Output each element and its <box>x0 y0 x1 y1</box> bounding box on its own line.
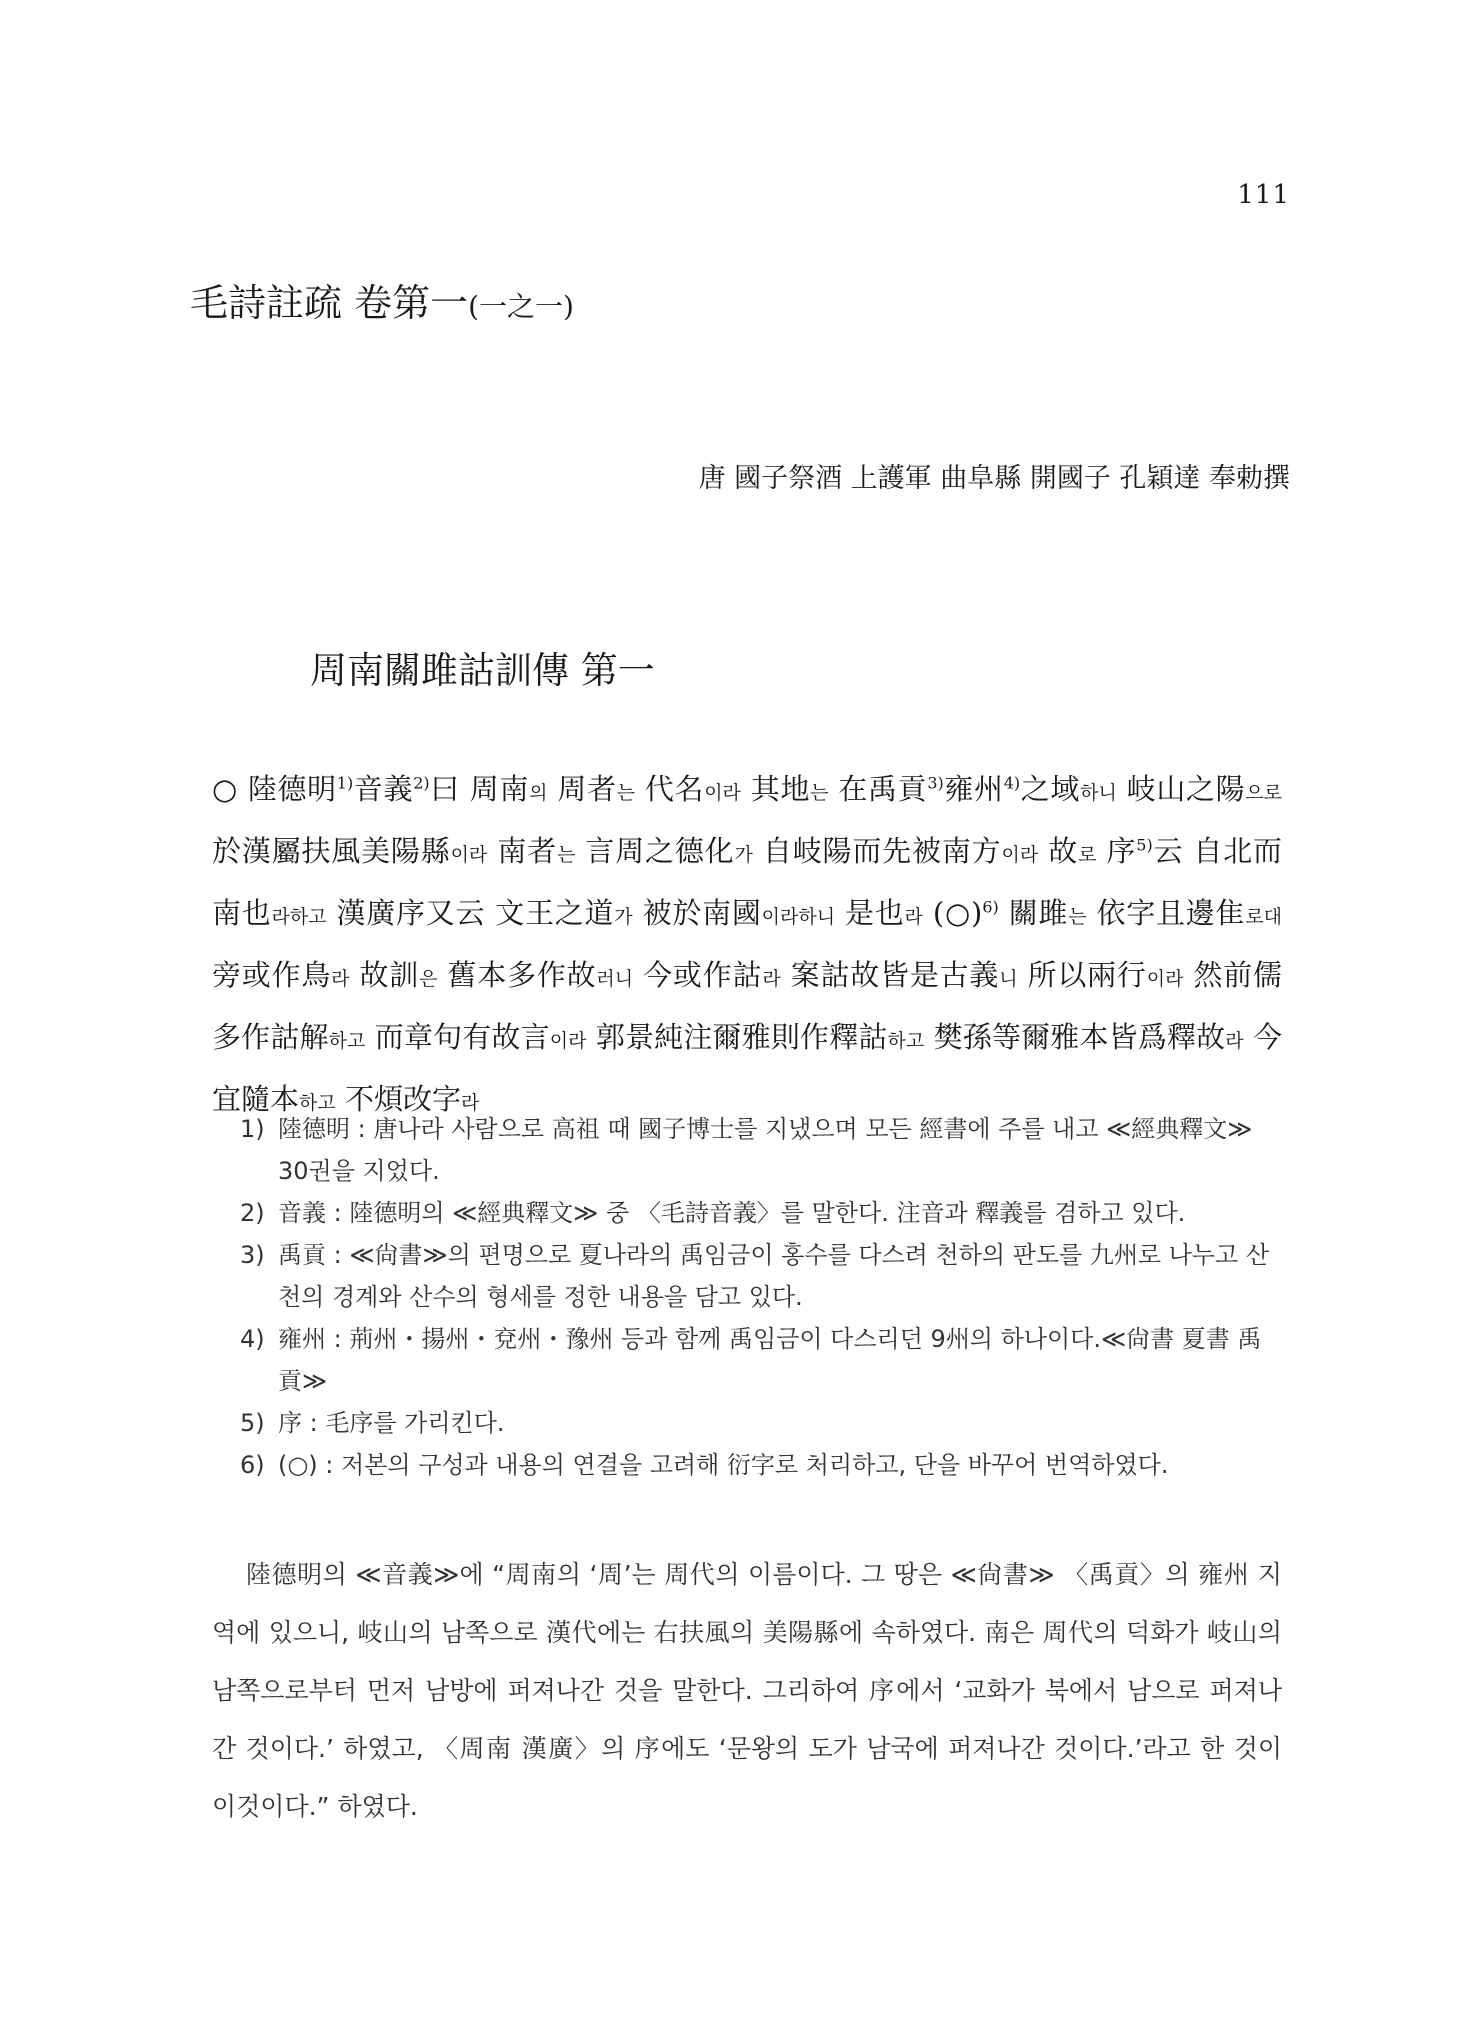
text-segment: 故 <box>1038 834 1079 868</box>
footnote-text: 序 : 毛序를 가리킨다. <box>278 1409 505 1437</box>
footnote-text: 雍州 : 荊州・揚州・兗州・豫州 등과 함께 禹임금이 다스리던 9州의 하나이다.≪尙書 夏書 禹貢≫ <box>278 1325 1262 1395</box>
footnote-text: (○) : 저본의 구성과 내용의 연결을 고려해 衍字로 처리하고, 단을 바꾸어 번역하였다. <box>278 1451 1169 1479</box>
korean-particle: 이라하니 <box>761 906 836 928</box>
text-segment: 郭景純注爾雅則作釋詁 <box>586 1020 888 1054</box>
text-segment: 在禹貢 <box>828 772 928 806</box>
korean-particle: 는 <box>556 844 576 866</box>
footnotes-list <box>240 1108 1280 1486</box>
korean-particle: 하니 <box>1080 782 1117 804</box>
korean-particle: 라하고 <box>271 906 327 928</box>
footnote-item <box>240 1192 1280 1234</box>
korean-particle: 하고 <box>887 1030 925 1052</box>
korean-particle: 의 <box>529 782 548 804</box>
korean-particle: 이라 <box>450 844 488 866</box>
text-segment: 關雎 <box>998 896 1069 930</box>
text-segment: 南者 <box>487 834 557 868</box>
text-segment: 然前儒多作詁解 <box>212 958 1283 1054</box>
footnote-ref[interactable]: 6) <box>982 897 999 917</box>
korean-particle: 러니 <box>596 968 634 990</box>
text-segment: 今宜隨本 <box>212 1020 1283 1116</box>
text-segment: 而章句有故言 <box>365 1020 550 1054</box>
footnote-number: 4) <box>240 1325 265 1353</box>
text-segment: 是也 <box>835 896 905 930</box>
text-segment: 自岐陽而先被南方 <box>752 834 1002 868</box>
korean-particle: 이라 <box>704 782 741 804</box>
main-text <box>212 760 1282 1132</box>
footnote-text: 陸德明 : 唐나라 사람으로 高祖 때 國子博士를 지냈으며 모든 經書에 주를 내고 ≪經典釋文≫ 30권을 지었다. <box>278 1115 1253 1185</box>
text-segment: 漢廣序又云 文王之道 <box>326 896 615 930</box>
text-segment: 樊孫等爾雅本皆爲釋故 <box>924 1020 1226 1054</box>
korean-particle: 가 <box>614 906 633 928</box>
text-segment: 旁或作鳥 <box>212 958 332 992</box>
text-segment: 被於南國 <box>632 896 762 930</box>
text-segment: 岐山之陽 <box>1116 772 1246 806</box>
korean-particle: 라 <box>762 968 781 990</box>
korean-particle: 이라 <box>1001 844 1039 866</box>
text-segment: (○) <box>922 896 983 930</box>
text-segment: 雍州 <box>943 772 1004 806</box>
section-title: 周南關雎詁訓傳 第一 <box>310 649 655 692</box>
korean-particle: 으로 <box>1245 782 1283 804</box>
footnote-number: 3) <box>240 1241 265 1269</box>
korean-particle: 은 <box>419 968 438 990</box>
author-line: 唐 國子祭酒 上護軍 曲阜縣 開國子 孔穎達 奉勅撰 <box>698 463 1290 494</box>
korean-particle: 는 <box>616 782 636 804</box>
footnote-ref[interactable]: 4) <box>1003 773 1021 793</box>
footnote-ref[interactable]: 3) <box>927 773 944 793</box>
korean-particle: 가 <box>734 844 753 866</box>
footnote-item <box>240 1108 1280 1192</box>
korean-particle: 라 <box>1225 1030 1244 1052</box>
text-segment: 言周之德化 <box>575 834 735 868</box>
footnote-ref[interactable]: 2) <box>413 773 430 793</box>
footnote-number: 1) <box>240 1115 265 1143</box>
translation-paragraph: 陸德明의 ≪音義≫에 “周南의 ‘周’는 周代의 이름이다. 그 땅은 ≪尙書≫ 〈禹貢〉의 雍州 지역에 있으니, 岐山의 남쪽으로 漢代에는 右扶風의 美陽縣에 속하였다. 南은 周代의 덕화가 岐山의 남쪽으로부터 먼저 남방에 퍼져나간 것을 말한다. 그리하여 序에서 ‘교화가 북에서 남으로 퍼져나간 것이다.’ 하였고, 〈周南 漢廣〉의 序에도 ‘문왕의 도가 남국에 퍼져나간 것이다.’라고 한 것이 이것이다.” 하였다. <box>212 1560 1282 1821</box>
text-segment: 序 <box>1096 834 1137 868</box>
korean-particle: 하고 <box>328 1030 366 1052</box>
korean-particle: 라 <box>904 906 923 928</box>
text-segment: 之域 <box>1020 772 1081 806</box>
footnote-ref[interactable]: 5) <box>1136 835 1153 855</box>
text-segment: 其地 <box>740 772 811 806</box>
text-segment: ○ 陸德明 <box>212 772 337 806</box>
footnote-item <box>240 1444 1280 1486</box>
text-segment: 今或作詁 <box>633 958 763 992</box>
footnote-text: 音義 : 陸德明의 ≪經典釋文≫ 중 〈毛詩音義〉를 말한다. 注音과 釋義를 겸하고 있다. <box>278 1199 1186 1227</box>
footnote-number: 2) <box>240 1199 265 1227</box>
text-segment: 所以兩行 <box>1017 958 1147 992</box>
text-segment: 不煩改字 <box>335 1082 461 1116</box>
footnote-ref[interactable]: 1) <box>336 773 354 793</box>
text-segment: 故訓 <box>349 958 420 992</box>
text-segment: 代名 <box>635 772 705 806</box>
korean-particle: 는 <box>810 782 829 804</box>
korean-particle: 하고 <box>299 1092 336 1114</box>
korean-particle: 이라 <box>549 1030 587 1052</box>
page-number: 111 <box>1237 180 1290 210</box>
volume-title-sub: (一之一) <box>468 290 574 323</box>
volume-title-main: 毛詩註疏 卷第一 <box>190 281 469 325</box>
korean-particle: 로대 <box>1245 906 1283 928</box>
text-segment: 音義 <box>353 772 414 806</box>
footnote-number: 6) <box>240 1451 265 1479</box>
text-segment: 曰 周南 <box>429 772 530 806</box>
footnote-text: 禹貢 : ≪尙書≫의 편명으로 夏나라의 禹임금이 홍수를 다스려 천하의 판도를 九州로 나누고 산천의 경계와 산수의 형세를 정한 내용을 담고 있다. <box>278 1241 1270 1311</box>
text-segment: 案詁故皆是古義 <box>780 958 1000 992</box>
volume-title <box>190 272 574 327</box>
korean-particle: 니 <box>999 968 1018 990</box>
korean-particle: 로 <box>1078 844 1097 866</box>
text-segment: 云 自北而南也 <box>212 834 1283 930</box>
text-segment: 於漢屬扶風美陽縣 <box>212 834 451 868</box>
footnote-item <box>240 1402 1280 1444</box>
footnote-item <box>240 1318 1280 1402</box>
text-segment: 依字且邊隹 <box>1086 896 1246 930</box>
korean-particle: 라 <box>460 1092 480 1114</box>
footnote-item <box>240 1234 1280 1318</box>
korean-particle: 이라 <box>1146 968 1184 990</box>
text-segment: 周者 <box>547 772 617 806</box>
footnote-number: 5) <box>240 1409 265 1437</box>
korean-particle: 라 <box>331 968 350 990</box>
text-segment: 舊本多作故 <box>437 958 597 992</box>
korean-particle: 는 <box>1068 906 1087 928</box>
